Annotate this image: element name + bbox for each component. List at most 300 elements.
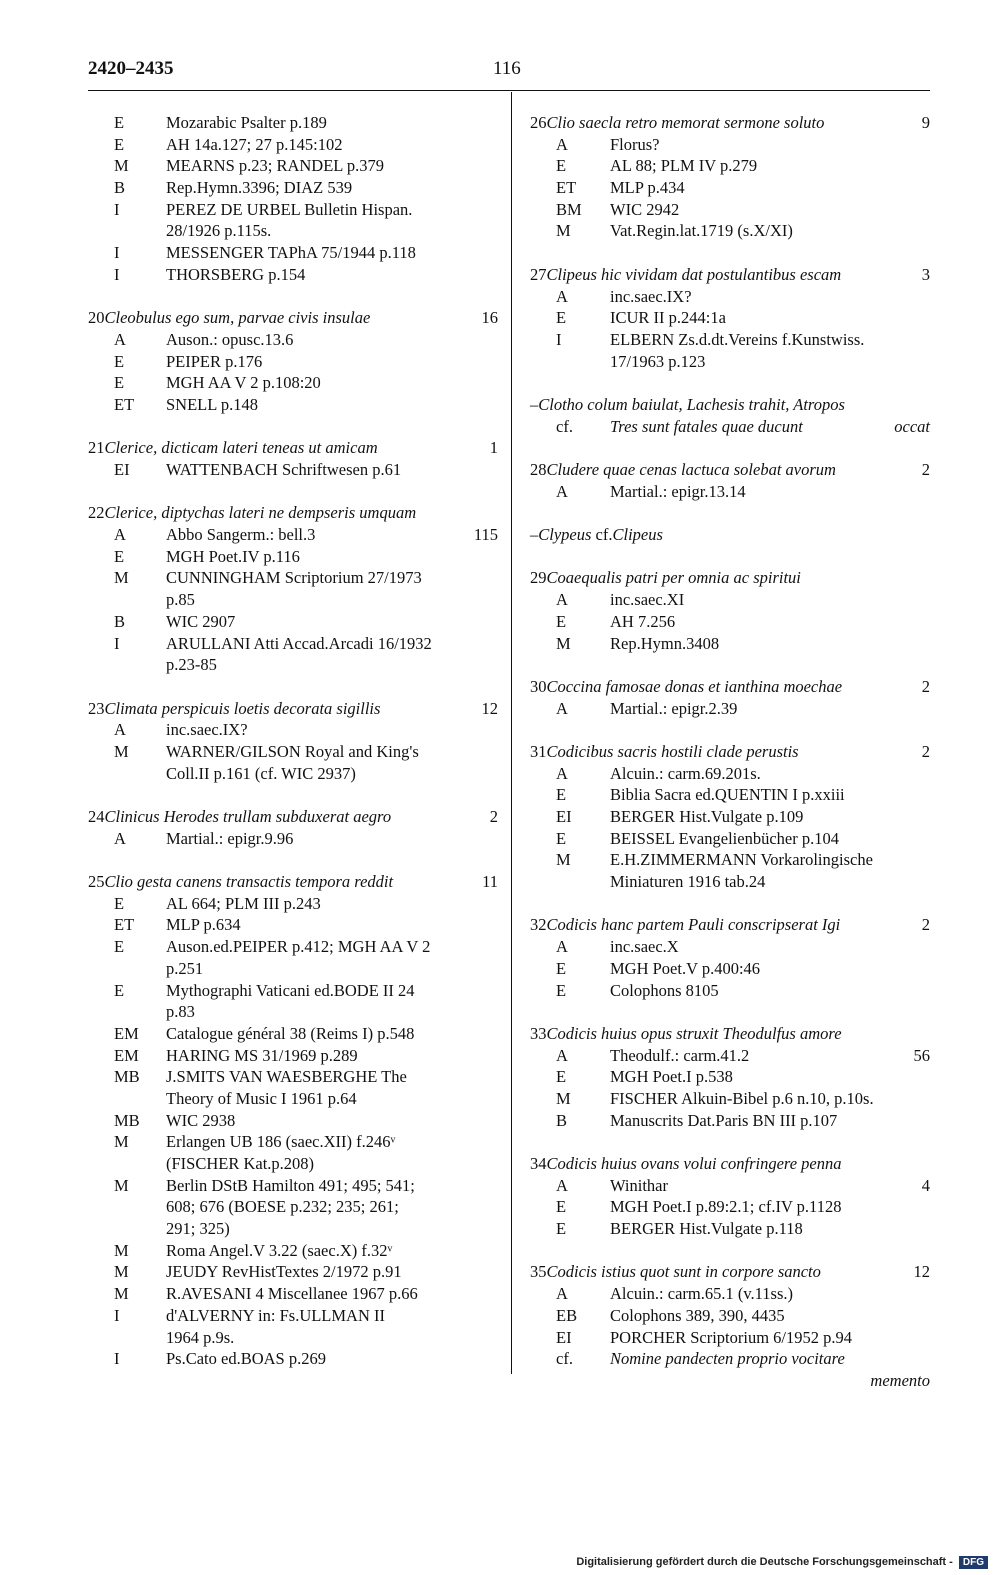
reference-text: ICUR II p.244:1a <box>610 308 726 328</box>
reference-code: A <box>556 698 568 718</box>
entry-number: 27 <box>530 264 547 284</box>
reference-text: Martial.: epigr.9.96 <box>166 828 294 848</box>
reference-text: Rep.Hymn.3408 <box>610 633 720 653</box>
reference-text: JEUDY RevHistTextes 2/1972 p.91 <box>166 1262 402 1282</box>
reference-code: MB <box>114 1067 140 1087</box>
entry-number: 33 <box>530 1023 547 1043</box>
reference-line <box>88 828 498 850</box>
reference-line <box>88 394 498 416</box>
left-column <box>88 112 498 1392</box>
reference-text: p.83 <box>166 1002 195 1022</box>
reference-text: WARNER/GILSON Royal and King's <box>166 741 419 761</box>
reference-code: I <box>114 243 120 263</box>
reference-text: J.SMITS VAN WAESBERGHE The <box>166 1067 407 1087</box>
reference-number: 56 <box>913 1045 930 1065</box>
page-range: 2420–2435 <box>88 58 174 79</box>
reference-code: I <box>556 329 562 349</box>
reference-text: MESSENGER TAPhA 75/1944 p.118 <box>166 243 416 263</box>
reference-text: 608; 676 (BOESE p.232; 235; 261; <box>166 1197 399 1217</box>
reference-line <box>88 741 498 763</box>
right-column <box>530 112 930 1413</box>
reference-line <box>88 112 498 134</box>
reference-code: MB <box>114 1110 140 1130</box>
reference-text: AL 664; PLM III p.243 <box>166 893 321 913</box>
reference-code: M <box>114 1175 129 1195</box>
entry-heading <box>530 1261 930 1283</box>
reference-line <box>88 1261 498 1283</box>
reference-text: Martial.: epigr.13.14 <box>610 481 746 501</box>
reference-code: A <box>556 1175 568 1195</box>
entry-incipit: Clotho colum baiulat, Lachesis trahit, Atropos <box>538 394 845 414</box>
entry-heading <box>88 502 498 524</box>
reference-text: AH 14a.127; 27 p.145:102 <box>166 134 343 154</box>
reference-code: A <box>114 720 126 740</box>
reference-code: EB <box>556 1305 578 1325</box>
entry-block <box>530 1261 930 1391</box>
reference-line <box>530 763 930 785</box>
reference-code: M <box>556 221 571 241</box>
reference-line <box>88 459 498 481</box>
reference-code: M <box>114 1240 129 1260</box>
reference-line <box>530 1348 930 1370</box>
reference-code: cf. <box>556 416 573 436</box>
entry-block <box>88 502 498 676</box>
entry-heading <box>530 567 930 589</box>
reference-code: M <box>556 633 571 653</box>
entry-crossref: cf. <box>591 525 613 545</box>
reference-line <box>530 1196 930 1218</box>
entry-block <box>88 871 498 1370</box>
reference-code: EI <box>556 1327 572 1347</box>
entry-block <box>88 698 498 785</box>
reference-text: Florus? <box>610 134 660 154</box>
reference-code: E <box>114 980 125 1000</box>
reference-line <box>88 1066 498 1088</box>
reference-code: M <box>556 1088 571 1108</box>
entry-number: 25 <box>88 872 105 892</box>
entry-number: 29 <box>530 568 547 588</box>
reference-text: p.85 <box>166 590 195 610</box>
reference-line <box>530 1066 930 1088</box>
reference-text: MGH Poet.I p.538 <box>610 1067 733 1087</box>
entry-heading <box>530 914 930 936</box>
reference-line <box>88 242 498 264</box>
reference-text: 28/1926 p.115s. <box>166 221 272 241</box>
reference-text: Alcuin.: carm.65.1 (v.11ss.) <box>610 1284 793 1304</box>
reference-text: MEARNS p.23; RANDEL p.379 <box>166 156 385 176</box>
reference-text: Manuscrits Dat.Paris BN III p.107 <box>610 1110 838 1130</box>
reference-line <box>530 307 930 329</box>
entry-incipit: Cleobulus ego sum, parvae civis insulae <box>104 308 371 328</box>
reference-code: A <box>556 481 568 501</box>
reference-text: PORCHER Scriptorium 6/1952 p.94 <box>610 1327 853 1347</box>
reference-line <box>88 264 498 286</box>
reference-line <box>88 546 498 568</box>
reference-line <box>530 1218 930 1240</box>
reference-line <box>530 1110 930 1132</box>
reference-text: 17/1963 p.123 <box>610 351 706 371</box>
reference-code: E <box>556 1197 567 1217</box>
reference-text: Biblia Sacra ed.QUENTIN I p.xxiii <box>610 785 845 805</box>
reference-text: BERGER Hist.Vulgate p.118 <box>610 1219 803 1239</box>
reference-incipit-end: memento <box>870 1370 930 1390</box>
reference-line <box>88 199 498 221</box>
reference-text: Ps.Cato ed.BOAS p.269 <box>166 1349 326 1369</box>
page-header <box>88 58 930 86</box>
entry-number: 30 <box>530 676 547 696</box>
reference-line <box>88 134 498 156</box>
reference-line <box>530 177 930 199</box>
entry-count: 2 <box>921 741 930 761</box>
reference-code: E <box>556 308 567 328</box>
reference-text: WIC 2942 <box>610 199 680 219</box>
reference-code: M <box>114 1262 129 1282</box>
reference-text: (FISCHER Kat.p.208) <box>166 1154 315 1173</box>
reference-line <box>530 980 930 1002</box>
entry-number: – <box>530 394 539 414</box>
reference-line <box>88 1218 498 1240</box>
entry-count: 11 <box>482 872 498 892</box>
reference-code: M <box>556 850 571 870</box>
reference-text: ARULLANI Atti Accad.Arcadi 16/1932 <box>166 633 432 653</box>
reference-line <box>88 633 498 655</box>
reference-line <box>530 589 930 611</box>
reference-code: M <box>114 1284 129 1304</box>
reference-code: E <box>556 1219 567 1239</box>
reference-line <box>530 1088 930 1110</box>
reference-text: d'ALVERNY in: Fs.ULLMAN II <box>166 1305 386 1325</box>
reference-code: M <box>114 156 129 176</box>
reference-code: E <box>114 893 125 913</box>
reference-line <box>530 936 930 958</box>
entry-number: 31 <box>530 741 547 761</box>
reference-text: Erlangen UB 186 (saec.XII) f.246ᵛ <box>166 1132 396 1152</box>
reference-line <box>530 134 930 156</box>
entry-block <box>530 1023 930 1131</box>
reference-code: E <box>556 156 567 176</box>
entry-block <box>530 914 930 1001</box>
reference-text: inc.saec.IX? <box>610 286 692 306</box>
reference-line <box>88 936 498 958</box>
reference-text: WIC 2907 <box>166 611 236 631</box>
reference-text: THORSBERG p.154 <box>166 264 306 284</box>
entry-heading <box>530 264 930 286</box>
reference-line <box>530 416 930 438</box>
reference-text: Vat.Regin.lat.1719 (s.X/XI) <box>610 221 793 241</box>
entry-block <box>530 567 930 654</box>
reference-text: Mozarabic Psalter p.189 <box>166 113 327 132</box>
reference-code: ET <box>114 394 135 414</box>
reference-text: Colophons 389, 390, 4435 <box>610 1305 785 1325</box>
reference-line <box>88 1153 498 1175</box>
reference-code: ET <box>114 915 135 935</box>
reference-line <box>88 1110 498 1132</box>
reference-line <box>88 958 498 980</box>
entry-heading <box>530 112 930 134</box>
entry-incipit: Coccina famosae donas et ianthina moechae <box>546 676 843 696</box>
reference-code: B <box>114 178 126 198</box>
entry-heading <box>88 698 498 720</box>
reference-text: 1964 p.9s. <box>166 1327 235 1347</box>
reference-code: I <box>114 1349 120 1369</box>
entry-incipit: Codicibus sacris hostili clade perustis <box>546 741 799 761</box>
entry-number: 24 <box>88 807 105 826</box>
reference-code: M <box>114 1132 129 1152</box>
reference-code: E <box>114 113 125 132</box>
entry-count: 3 <box>921 264 930 284</box>
footer <box>576 1556 988 1569</box>
reference-line <box>88 567 498 589</box>
reference-code: BM <box>556 199 582 219</box>
reference-incipit-end: occat <box>894 416 930 436</box>
reference-line <box>88 611 498 633</box>
reference-line <box>88 1175 498 1197</box>
entry-incipit: Coaequalis patri per omnia ac spiritui <box>546 568 801 588</box>
reference-text: Berlin DStB Hamilton 491; 495; 541; <box>166 1175 415 1195</box>
entry-block <box>530 1153 930 1240</box>
reference-line <box>88 719 498 741</box>
reference-line <box>530 1175 930 1197</box>
reference-line <box>530 611 930 633</box>
reference-line <box>530 849 930 871</box>
entry-count: 9 <box>921 113 930 132</box>
entry-incipit: Clerice, dicticam lateri teneas ut amicam <box>104 438 378 458</box>
reference-line <box>88 654 498 676</box>
column-divider <box>511 92 512 1374</box>
reference-code: E <box>114 373 125 393</box>
reference-number: 115 <box>473 525 498 545</box>
reference-line <box>88 1327 498 1349</box>
reference-line <box>530 784 930 806</box>
reference-line <box>88 1348 498 1370</box>
reference-text: MLP p.634 <box>166 915 241 935</box>
reference-code: I <box>114 633 120 653</box>
reference-text: Winithar <box>610 1175 668 1195</box>
entry-heading <box>88 437 498 459</box>
entry-number: – <box>530 525 539 545</box>
reference-text: WIC 2938 <box>166 1110 236 1130</box>
reference-line <box>88 589 498 611</box>
entry-number: 22 <box>88 503 105 523</box>
reference-code: M <box>114 568 129 588</box>
entry-block <box>530 459 930 502</box>
reference-text: Mythographi Vaticani ed.BODE II 24 <box>166 980 415 1000</box>
reference-code: EI <box>556 807 572 826</box>
reference-text: AL 88; PLM IV p.279 <box>610 156 758 176</box>
entry-count: 16 <box>481 308 498 328</box>
reference-line <box>88 980 498 1002</box>
reference-text: p.23-85 <box>166 655 217 675</box>
reference-text: Rep.Hymn.3396; DIAZ 539 <box>166 178 353 198</box>
reference-line <box>88 763 498 785</box>
reference-line <box>530 199 930 221</box>
reference-code: E <box>114 134 125 154</box>
entry-incipit: Codicis huius opus struxit Theodulfus amore <box>546 1023 842 1043</box>
reference-code: I <box>114 264 120 284</box>
entry-number: 23 <box>88 698 105 718</box>
reference-text: Auson.ed.PEIPER p.412; MGH AA V 2 <box>166 937 431 957</box>
entry-block <box>88 437 498 480</box>
entry-incipit: Clinicus Herodes trullam subduxerat aegro <box>104 807 392 826</box>
entry-count: 12 <box>481 698 498 718</box>
reference-line <box>530 958 930 980</box>
reference-code: E <box>556 785 567 805</box>
reference-line <box>530 1305 930 1327</box>
reference-code: A <box>114 828 126 848</box>
reference-line <box>88 351 498 373</box>
entry-block <box>530 264 930 372</box>
entry-incipit: Climata perspicuis loetis decorata sigillis <box>104 698 381 718</box>
reference-code: B <box>556 1110 568 1130</box>
entry-heading <box>88 871 498 893</box>
header-rule <box>88 90 930 91</box>
entry-count: 2 <box>921 676 930 696</box>
entry-number: 21 <box>88 438 105 458</box>
reference-line <box>88 220 498 242</box>
reference-code: cf. <box>556 1349 573 1369</box>
reference-line <box>530 871 930 893</box>
entry-number: 34 <box>530 1154 547 1173</box>
reference-code: E <box>114 937 125 957</box>
entry-number: 20 <box>88 308 105 328</box>
reference-text: 291; 325) <box>166 1219 230 1239</box>
reference-number: 4 <box>921 1175 930 1195</box>
entry-incipit: Codicis hanc partem Pauli conscripserat Igi <box>546 915 841 935</box>
reference-incipit: Tres sunt fatales quae ducunt <box>610 416 803 436</box>
reference-code: E <box>556 980 567 1000</box>
reference-text: Auson.: opusc.13.6 <box>166 329 294 349</box>
page-number: 116 <box>493 58 521 79</box>
reference-line <box>530 329 930 351</box>
entry-block <box>530 741 930 893</box>
reference-text: Martial.: epigr.2.39 <box>610 698 738 718</box>
reference-code: ET <box>556 178 577 198</box>
reference-text: Roma Angel.V 3.22 (saec.X) f.32ᵛ <box>166 1240 393 1260</box>
entry-heading <box>530 676 930 698</box>
reference-line <box>530 1327 930 1349</box>
entry-heading <box>88 806 498 828</box>
entry-count: 2 <box>921 915 930 935</box>
reference-code: A <box>556 1045 568 1065</box>
reference-text: Coll.II p.161 (cf. WIC 2937) <box>166 763 356 783</box>
entry-incipit: Cludere quae cenas lactuca solebat avorum <box>546 460 836 479</box>
reference-line <box>88 1088 498 1110</box>
reference-incipit: Nomine pandecten proprio vocitare <box>610 1349 845 1369</box>
entry-block <box>88 112 498 286</box>
reference-line <box>88 1045 498 1067</box>
reference-line <box>88 893 498 915</box>
reference-text: FISCHER Alkuin-Bibel p.6 n.10, p.10s. <box>610 1088 874 1108</box>
entry-block <box>88 806 498 849</box>
reference-code: E <box>114 351 125 371</box>
entry-heading <box>530 459 930 481</box>
entry-block <box>530 676 930 719</box>
reference-line <box>88 524 498 546</box>
reference-line <box>530 1283 930 1305</box>
entry-incipit: Codicis huius ovans volui confringere penna <box>546 1154 842 1173</box>
entry-incipit: Codicis istius quot sunt in corpore sancto <box>546 1262 821 1282</box>
reference-text: BEISSEL Evangelienbücher p.104 <box>610 828 839 848</box>
entry-crossref-target: Clipeus <box>612 525 663 545</box>
reference-code: EI <box>114 460 130 479</box>
reference-code: E <box>556 828 567 848</box>
entry-heading <box>530 524 930 546</box>
reference-line <box>88 372 498 394</box>
entry-heading <box>530 1153 930 1175</box>
reference-line <box>88 1001 498 1023</box>
reference-line <box>88 155 498 177</box>
reference-code: A <box>556 286 568 306</box>
entry-incipit: Clipeus hic vividam dat postulantibus escam <box>546 264 842 284</box>
reference-line <box>88 1283 498 1305</box>
reference-code: E <box>556 1067 567 1087</box>
reference-text: SNELL p.148 <box>166 394 258 414</box>
reference-text: Colophons 8105 <box>610 980 719 1000</box>
reference-text: MGH Poet.I p.89:2.1; cf.IV p.1128 <box>610 1197 842 1217</box>
dfg-logo: DFG <box>959 1556 988 1569</box>
reference-text: inc.saec.IX? <box>166 720 248 740</box>
reference-text: HARING MS 31/1969 p.289 <box>166 1045 358 1065</box>
reference-line <box>88 329 498 351</box>
reference-line <box>88 1131 498 1153</box>
reference-code: A <box>114 525 126 545</box>
reference-line <box>530 828 930 850</box>
reference-line <box>88 914 498 936</box>
reference-text: p.251 <box>166 958 204 978</box>
reference-text: Theodulf.: carm.41.2 <box>610 1045 750 1065</box>
footer-text: Digitalisierung gefördert durch die Deutsche Forschungsgemeinschaft - <box>576 1556 953 1568</box>
reference-line <box>530 220 930 242</box>
reference-code: I <box>114 1305 120 1325</box>
reference-code: EM <box>114 1045 139 1065</box>
reference-line <box>530 1045 930 1067</box>
reference-code: A <box>556 134 568 154</box>
reference-text: WATTENBACH Schriftwesen p.61 <box>166 460 402 479</box>
reference-text: Theory of Music I 1961 p.64 <box>166 1088 357 1108</box>
entry-number: 26 <box>530 113 547 132</box>
reference-code: A <box>556 1284 568 1304</box>
entry-heading <box>88 307 498 329</box>
reference-line <box>530 351 930 373</box>
reference-text: inc.saec.XI <box>610 590 685 610</box>
reference-text: R.AVESANI 4 Miscellanee 1967 p.66 <box>166 1284 418 1304</box>
entry-count: 2 <box>489 807 498 826</box>
entry-heading <box>530 741 930 763</box>
reference-line <box>530 698 930 720</box>
reference-text: PEIPER p.176 <box>166 351 263 371</box>
reference-code: E <box>114 546 125 566</box>
entry-number: 32 <box>530 915 547 935</box>
entry-heading <box>530 1023 930 1045</box>
entry-heading <box>530 394 930 416</box>
reference-code: A <box>114 329 126 349</box>
entry-incipit: Clio saecla retro memorat sermone soluto <box>546 113 825 132</box>
reference-text: BERGER Hist.Vulgate p.109 <box>610 807 804 826</box>
entry-count: 2 <box>921 460 930 479</box>
reference-line <box>530 633 930 655</box>
reference-line <box>88 177 498 199</box>
entry-incipit: Clerice, diptychas lateri ne dempseris umquam <box>104 503 417 523</box>
reference-code: A <box>556 763 568 783</box>
entry-number: 35 <box>530 1262 547 1282</box>
reference-code: EM <box>114 1023 139 1043</box>
reference-line <box>530 155 930 177</box>
reference-code: M <box>114 741 129 761</box>
reference-text: Miniaturen 1916 tab.24 <box>610 872 766 892</box>
reference-line <box>88 1196 498 1218</box>
reference-line <box>530 481 930 503</box>
reference-text: inc.saec.X <box>610 937 679 957</box>
